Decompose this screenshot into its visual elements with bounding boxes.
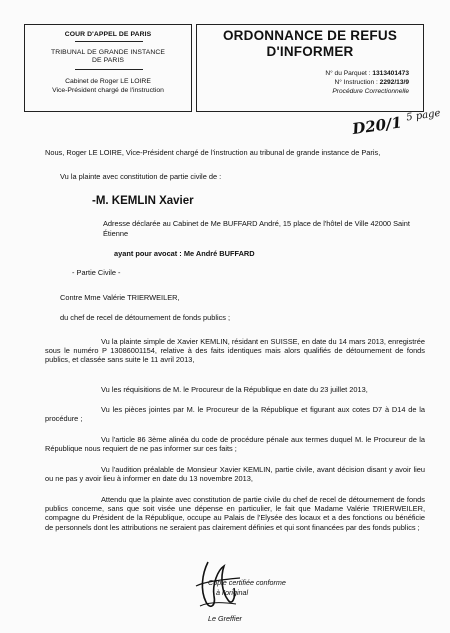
stamp-original: à l'original bbox=[216, 588, 249, 597]
document-title-line1: ORDONNANCE DE REFUS bbox=[222, 28, 398, 43]
plainte-intro: Vu la plainte avec constitution de partie civile de : bbox=[60, 172, 222, 181]
divider bbox=[75, 41, 143, 42]
document-title-line2: D'INFORMER bbox=[266, 44, 354, 59]
paragraph-article-86: Vu l'article 86 3ème alinéa du code de procédure pénale aux termes duquel M. le Procureur de la République nous requiert de ne pas informer sur ces faits ; bbox=[45, 435, 425, 454]
paragraph-audition: Vu l'audition préalable de Monsieur Xavier KEMLIN, partie civile, avant décision disant y avoir lieu ou ne pas y avoir lieu à informer en date du 13 novembre 2013, bbox=[45, 465, 425, 484]
plaintiff-address-line2: Étienne bbox=[103, 229, 129, 238]
signature-stroke bbox=[202, 562, 234, 606]
paragraph-requisitions: Vu les réquisitions de M. le Procureur de la République en date du 23 juillet 2013, bbox=[101, 385, 368, 394]
parquet-label: N° du Parquet : bbox=[325, 70, 371, 77]
parquet-value: 1313401473 bbox=[372, 70, 409, 77]
partie-civile-label: - Partie Civile - bbox=[72, 268, 121, 277]
handwritten-pages: 5 page bbox=[405, 107, 442, 124]
instruction-label: N° Instruction : bbox=[334, 79, 378, 86]
judge-title: Vice-Président chargé de l'instruction bbox=[52, 87, 164, 94]
paragraph-attendu: Attendu que la plainte avec constitution de partie civile du chef de recel de détournement de fonds publics concerne, sans que soit visée une dépense en particulier, le fait que Madame Valérie TRIERWEILER, compagne du Président de la République, occupe au Palais de l'Elysée des locaux et a des fonctions ou bénéficie de personnels dont les attributions ne seraient pas clairement définies et qui sont financées par des fonds publics ; bbox=[45, 495, 425, 532]
plaintiff-name: -M. KEMLIN Xavier bbox=[92, 195, 194, 207]
instruction-number bbox=[334, 79, 409, 87]
signature-stroke bbox=[200, 603, 236, 606]
defendant: Contre Mme Valérie TRIERWEILER, bbox=[60, 293, 180, 302]
plaintiff-address-line1: Adresse déclarée au Cabinet de Me BUFFARD André, 15 place de l'hôtel de Ville 42000 Saint bbox=[103, 219, 410, 228]
paragraph-plainte-simple: Vu la plainte simple de Xavier KEMLIN, résidant en SUISSE, en date du 14 mars 2013, enregistrée sous le numéro P 13086001154, relative à des faits identiques mais alors qualifiés de détournement de fonds publics, et classée sans suite le 11 avril 2013, bbox=[45, 337, 425, 365]
intro-text: Nous, Roger LE LOIRE, Vice-Président chargé de l'instruction au tribunal de grande instance de Paris, bbox=[45, 148, 381, 157]
parquet-number bbox=[325, 70, 409, 78]
handwritten-ref: D20/1 bbox=[351, 113, 404, 139]
greffier-signature bbox=[174, 556, 254, 620]
divider bbox=[75, 69, 143, 70]
stamp-certified-copy: Copie certifiée conforme bbox=[208, 578, 286, 587]
tribunal-name: TRIBUNAL DE GRANDE INSTANCE bbox=[50, 49, 166, 56]
ordonnance-header-box bbox=[196, 24, 424, 112]
stamp-greffier: Le Greffier bbox=[208, 614, 242, 623]
plaintiff-lawyer: ayant pour avocat : Me André BUFFARD bbox=[114, 249, 255, 258]
court-name: COUR D'APPEL DE PARIS bbox=[64, 31, 152, 38]
cabinet-name: Cabinet de Roger LE LOIRE bbox=[65, 78, 151, 85]
paragraph-pieces: Vu les pièces jointes par M. le Procureur de la République et figurant aux cotes D7 à D14 de la procédure ; bbox=[45, 405, 425, 424]
instruction-value: 2292/13/9 bbox=[379, 79, 409, 86]
tribunal-city: DE PARIS bbox=[91, 57, 125, 64]
court-header-box bbox=[24, 24, 192, 112]
charge: du chef de recel de détournement de fonds publics ; bbox=[60, 313, 231, 322]
procedure-type: Procédure Correctionnelle bbox=[332, 88, 409, 95]
handwritten-annotation bbox=[351, 108, 442, 138]
